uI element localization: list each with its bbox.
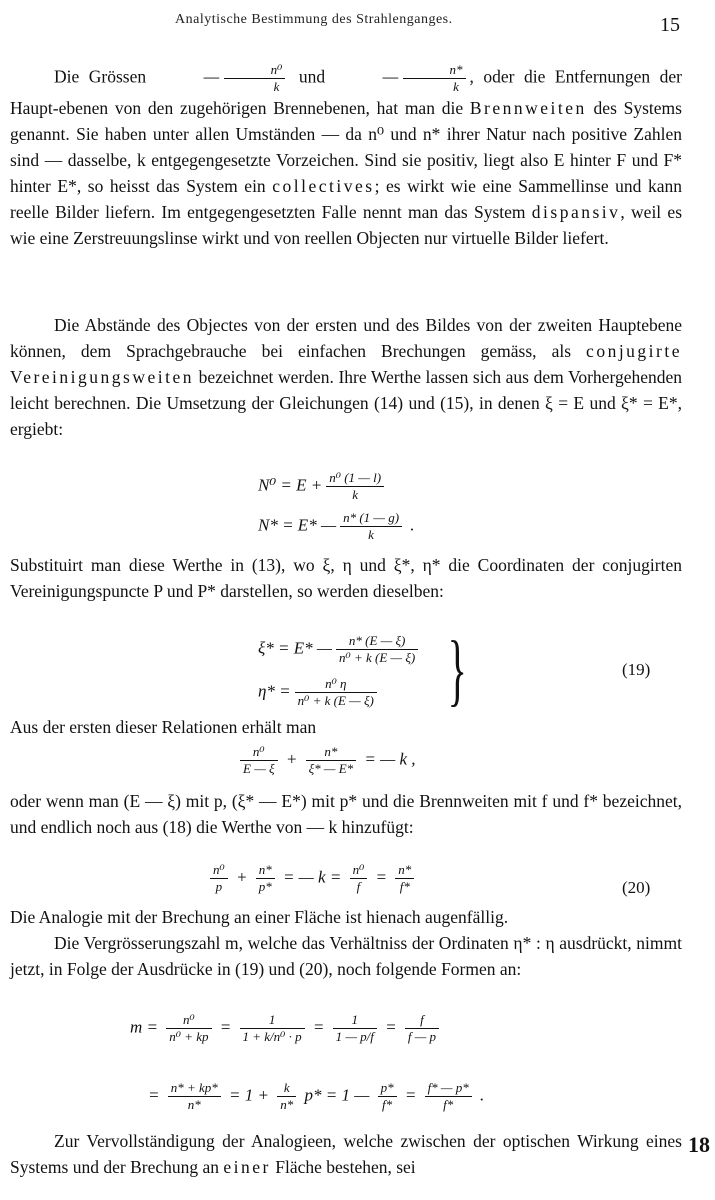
equation-label-19: (19) xyxy=(622,660,651,679)
equation-sum-minus-k: $\frac{\text{n⁰}}{E — \xi}$ + $\frac{n*}{\xi* — E*}$ = — k , xyxy=(236,744,416,777)
paragraph-vereinigungsweiten: Die Abstände des Objectes von der ersten und des Bildes von der zweiten Hauptebene können, dem Sprachgebrauche bei einfachen Brechungen gemäss, als conjugirte Vereinigungsweiten bezeichnet werden. Ihre Werthe lassen sich aus dem Vorhergehenden leicht berechnen. Die Umsetzung der Gleichungen (14) und (15), in denen ξ = E und ξ* = E*, ergiebt: xyxy=(10,315,683,439)
paragraph-brennweiten: Die Grössen — $\frac{\text{n⁰}}{k}$ und — $\frac{n*}{k}$ , oder die Entfernungen der Haupt-ebenen von den zugehörigen Brennebenen, hat man die Brennweiten des Systems genannt. Sie haben unter allen Umständen — da n⁰ und n* ihrer Natur nach positive Zahlen sind — dasselbe, k entgegengesetzte Vorzeichen. Sind sie positiv, liegt also E hinter F und F* hinter E*, so heisst das System ein collectives; es wirkt wie eine Sammellinse und kann reelle Bilder liefern. Im entgegengesetzten Falle nennt man das System dispansiv, weil es wie eine Zerstreuungslinse wirkt und von reellen Objecten nur virtuelle Bilder liefert. xyxy=(10,62,683,248)
margin-note-18: 18 xyxy=(688,1132,710,1157)
equation-label-20: (20) xyxy=(622,878,651,897)
paragraph-brennweiten-f: oder wenn man (E — ξ) mit p, (ξ* — E*) mit p* und die Brennweiten mit f und f* bezeichnet, und endlich noch aus (18) die Werthe von — k hinzufügt: xyxy=(10,791,682,837)
equation-N0: N⁰ = E + $\frac{\text{n⁰ (1 — l)}}{k}$ xyxy=(258,470,388,503)
paragraph-vergroesserung: Die Vergrösserungszahl m, welche das Verhältniss der Ordinaten η* : η ausdrückt, nimmt jetzt, in Folge der Ausdrücke in (19) und (20), noch folgende Formen an: xyxy=(10,933,682,979)
paragraph-analogie: Die Analogie mit der Brechung an einer Fläche ist hienach augenfällig. xyxy=(10,907,509,927)
page-number: 15 xyxy=(660,14,680,36)
equation-m-line1: m = $\frac{\text{n⁰}}{\text{n⁰ + kp}}$ = $\frac{1}{\text{1 + k/n⁰ · p}}$ = $\frac{1}{1 — p/f}$ = $\frac{f}{f — p}$ xyxy=(130,1012,443,1045)
equation-eta-star: η* = $\frac{\text{n⁰ η}}{\text{n⁰ + k (E — ξ)}}$ xyxy=(258,676,381,709)
paragraph-vervollstaendigung: Zur Vervollständigung der Analogieen, welche zwischen der optischen Wirkung eines Systems und der Brechung an einer Fläche bestehen, sei xyxy=(10,1131,682,1177)
equation-xi-star: ξ* = E* — $\frac{n* (E — \xi)}{\text{n⁰ + k (E — ξ)}}$ xyxy=(258,633,422,666)
paragraph-substituirt: Substituirt man diese Werthe in (13), wo ξ, η und ξ*, η* die Coordinaten der conjugirten Vereinigungspuncte P und P* darstellen, so werden dieselben: xyxy=(10,555,682,601)
equation-Nstar: N* = E* — $\frac{n* (1 — g)}{k}$ . xyxy=(258,510,415,542)
fraction-nstar-k: — $\frac{n*}{k}$ xyxy=(339,62,466,95)
fraction-n0-k: — $\frac{\text{n⁰}}{k}$ xyxy=(160,62,286,95)
equation-m-line2: = $\frac{n* + kp*}{n*}$ = 1 + $\frac{k}{n*}$ p* = 1 — $\frac{p*}{f*}$ = $\frac{f* — p*}{f*}$ . xyxy=(148,1080,485,1112)
paragraph-relationen: Aus der ersten dieser Relationen erhält man xyxy=(10,717,317,737)
equation-brace: } xyxy=(447,626,467,714)
equation-20: $\frac{\text{n⁰}}{p}$ + $\frac{n*}{p*}$ = — k = $\frac{\text{n⁰}}{f}$ = $\frac{n*}{f*}$ xyxy=(206,862,418,895)
running-title: Analytische Bestimmung des Strahlenganges. xyxy=(175,12,453,27)
